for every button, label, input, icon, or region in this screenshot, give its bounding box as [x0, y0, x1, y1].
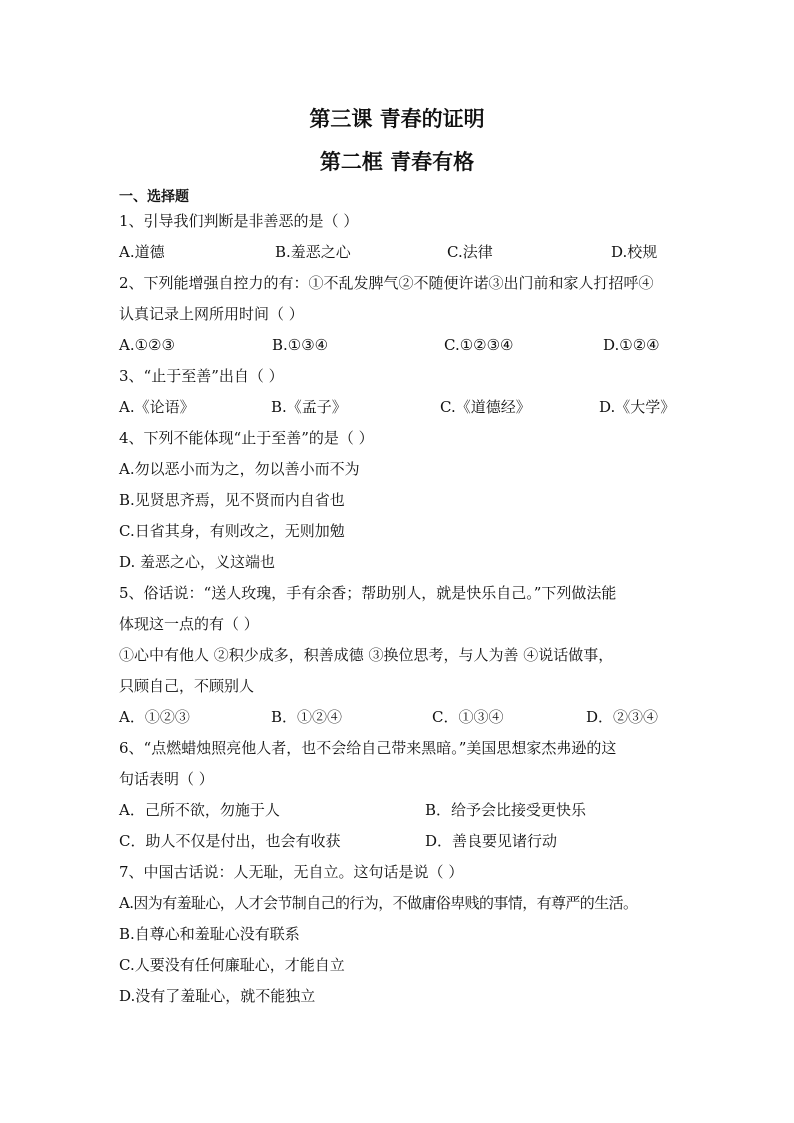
q6-option-a: A．己所不欲，勿施于人 [119, 801, 280, 819]
q3-option-a: A.《论语》 [119, 398, 195, 416]
page-title: 第三课 青春的证明 [309, 106, 485, 131]
q5-option-c: C．①③④ [432, 708, 504, 726]
q3-option-d: D.《大学》 [599, 398, 676, 416]
q5-stem-line2: 体现这一点的有（ ） [119, 615, 259, 633]
q7-stem: 7、中国古话说：人无耻，无自立。这句话是说（ ） [119, 863, 464, 881]
q6-option-b: B．给予会比接受更快乐 [425, 801, 587, 819]
q3-option-c: C.《道德经》 [440, 398, 531, 416]
q1-option-c: C.法律 [447, 243, 493, 261]
q5-option-a: A．①②③ [119, 708, 190, 726]
q7-option-c: C.人要没有任何廉耻心，才能自立 [119, 956, 345, 974]
q7-option-d: D.没有了羞耻心，就不能独立 [119, 987, 316, 1005]
q5-option-d: D．②③④ [586, 708, 659, 726]
q2-option-d: D.①②④ [603, 336, 660, 354]
q2-option-a: A.①②③ [119, 336, 175, 354]
section-heading: 一、选择题 [119, 189, 189, 205]
q4-option-b: B.见贤思齐焉，见不贤而内自省也 [119, 491, 345, 509]
q3-stem: 3、“止于至善”出自（ ） [119, 367, 284, 385]
q2-stem-line2: 认真记录上网所用时间（ ） [119, 305, 304, 323]
q6-option-c: C．助人不仅是付出，也会有收获 [119, 832, 341, 850]
q2-stem-line1: 2、下列能增强自控力的有：①不乱发脾气②不随便许诺③出门前和家人打招呼④ [119, 274, 654, 292]
q6-option-d: D．善良要见诸行动 [425, 832, 558, 850]
q7-option-a: A.因为有羞耻心，人才会节制自己的行为，不做庸俗卑贱的事情，有尊严的生活。 [119, 894, 638, 912]
q3-option-b: B.《孟子》 [271, 398, 347, 416]
q4-option-d: D. 羞恶之心，义这端也 [119, 553, 276, 571]
q4-option-c: C.日省其身，有则改之，无则加勉 [119, 522, 345, 540]
q5-stem-line1: 5、俗话说：“送人玫瑰，手有余香；帮助别人，就是快乐自己。”下列做法能 [119, 584, 617, 602]
q2-option-c: C.①②③④ [444, 336, 514, 354]
q4-option-a: A.勿以恶小而为之，勿以善小而不为 [119, 460, 360, 478]
page-subtitle: 第二框 青春有格 [319, 149, 475, 174]
q5-items-line1: ①心中有他人 ②积少成多，积善成德 ③换位思考，与人为善 ④说话做事， [119, 646, 614, 664]
q5-items-line2: 只顾自己，不顾别人 [119, 677, 255, 695]
q5-option-b: B．①②④ [271, 708, 343, 726]
q6-stem-line2: 句话表明（ ） [119, 770, 214, 788]
q2-option-b: B.①③④ [272, 336, 329, 354]
q4-stem: 4、下列不能体现“止于至善”的是（ ） [119, 429, 374, 447]
q1-option-d: D.校规 [611, 243, 658, 261]
q1-option-a: A.道德 [119, 243, 165, 261]
q1-option-b: B.羞恶之心 [275, 243, 351, 261]
q7-option-b: B.自尊心和羞耻心没有联系 [119, 925, 300, 943]
q6-stem-line1: 6、“点燃蜡烛照亮他人者，也不会给自己带来黑暗。”美国思想家杰弗逊的这 [119, 739, 617, 757]
q1-stem: 1、引导我们判断是非善恶的是（ ） [119, 212, 359, 230]
